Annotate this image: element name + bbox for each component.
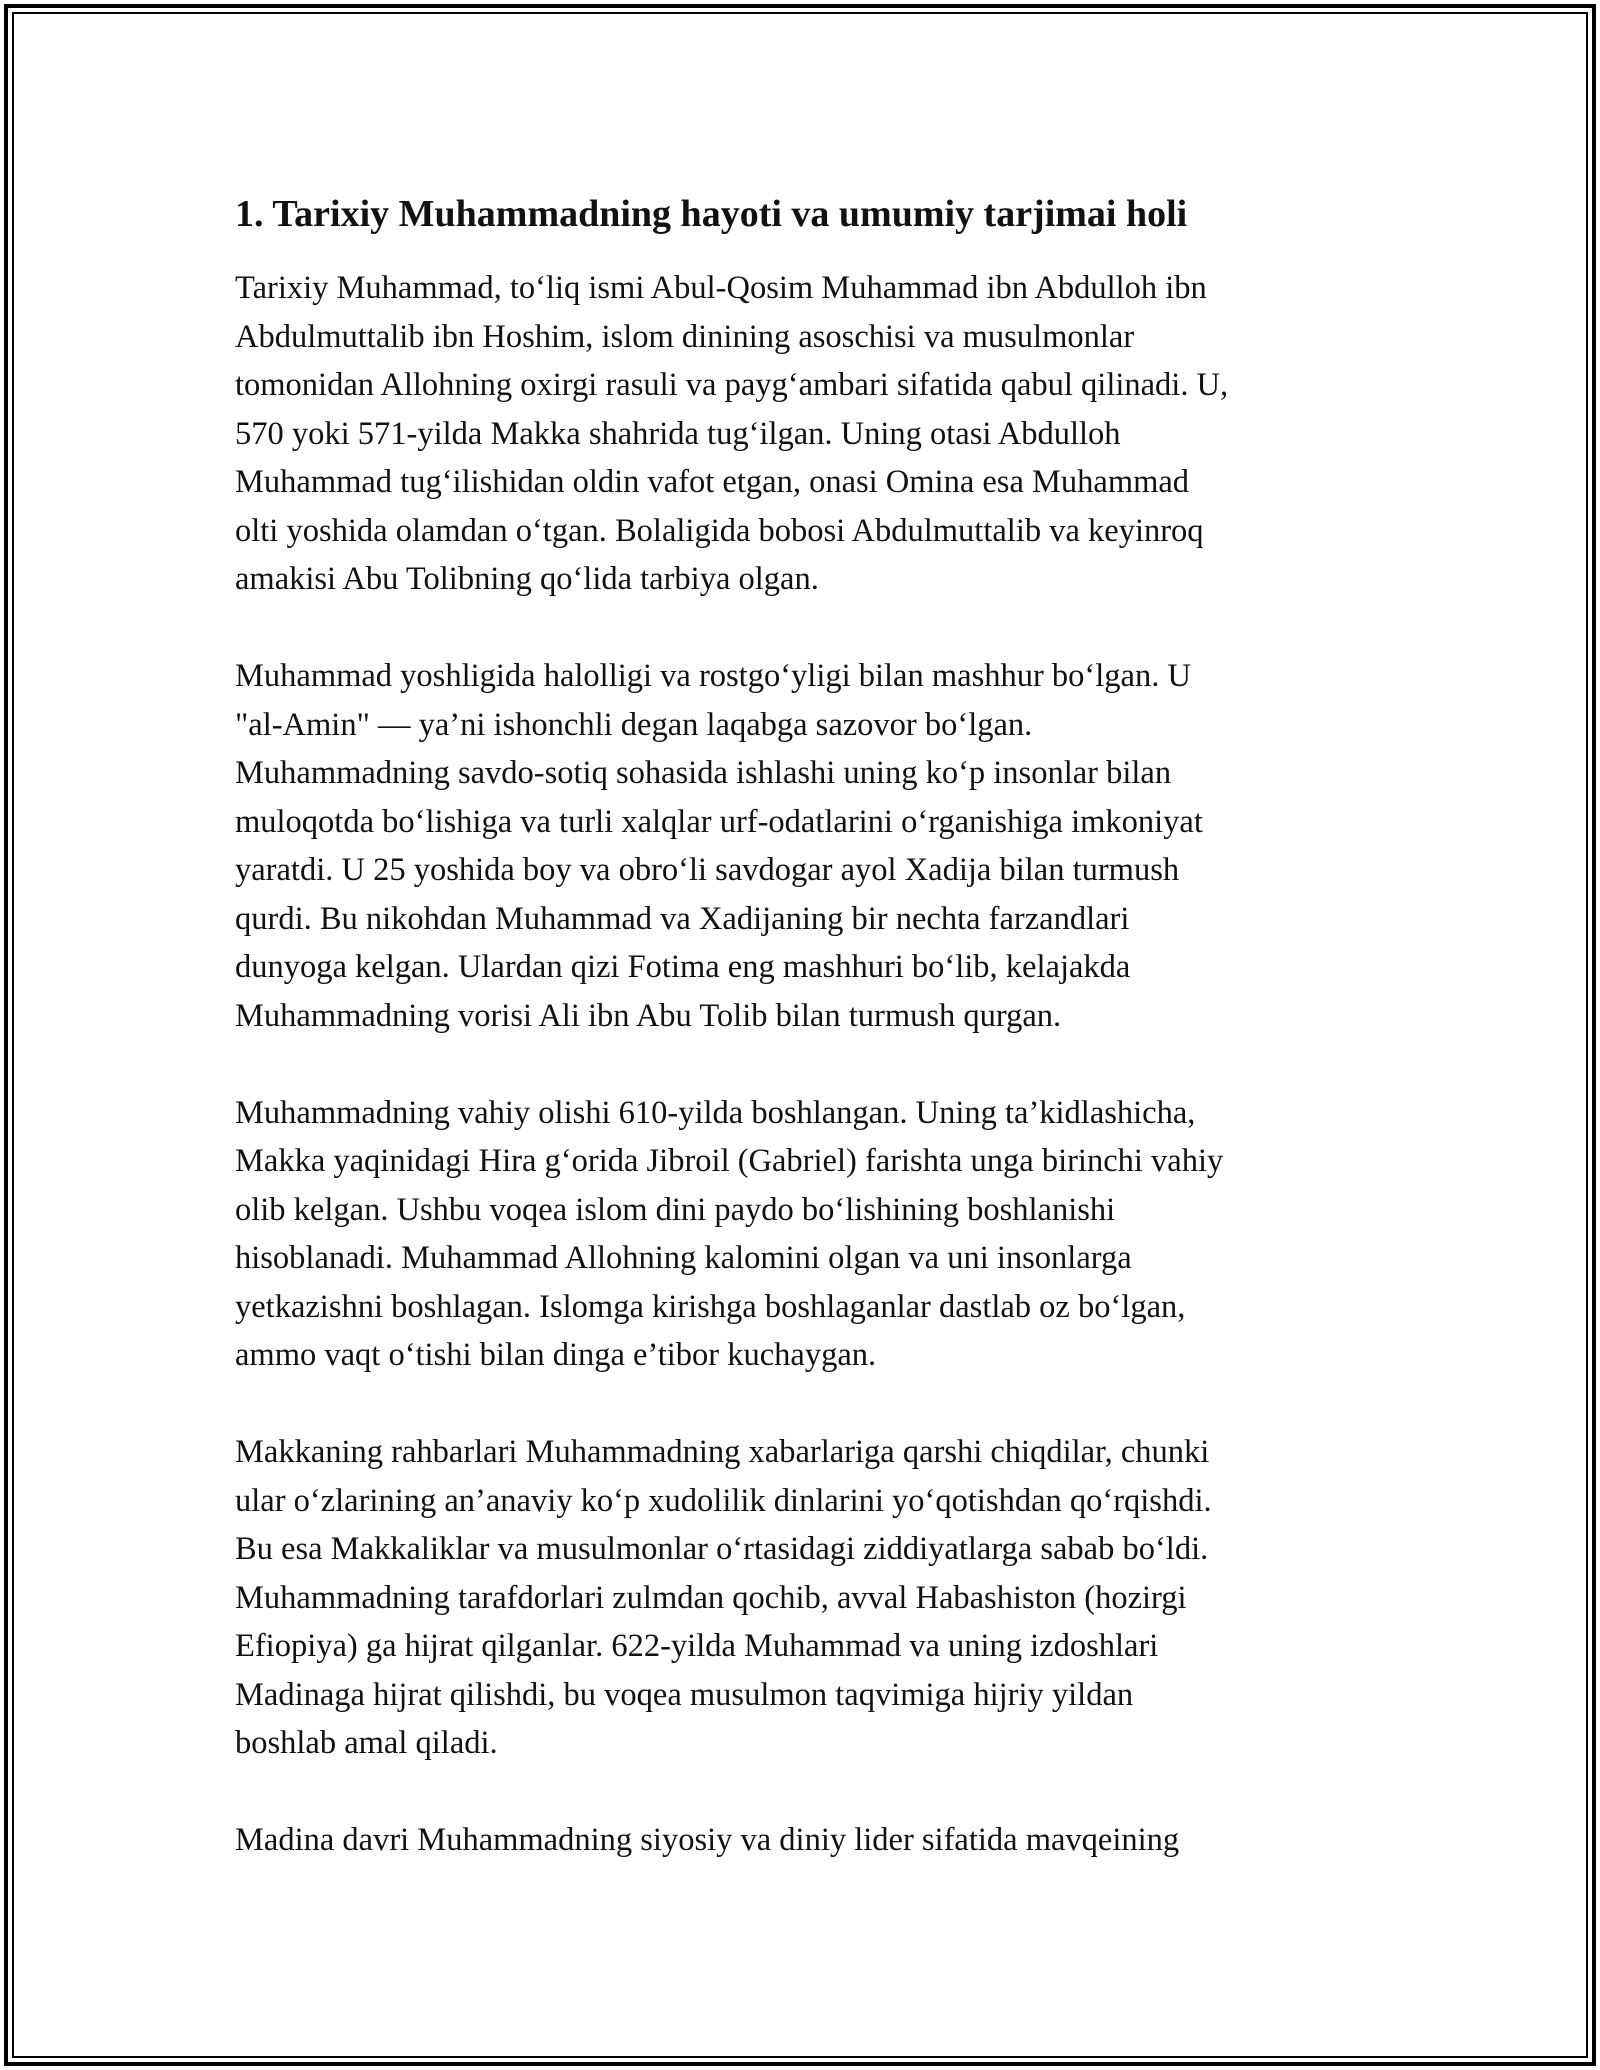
section-heading: 1. Tarixiy Muhammadning hayoti va umumiy tarjimai holi	[235, 193, 1188, 235]
document-body	[235, 186, 1365, 1913]
paragraph-1: Tarixiy Muhammad, to‘liq ismi Abul-Qosim Muhammad ibn Abdulloh ibn Abdulmuttalib ibn Hoshim, islom dinining asoschisi va musulmonlar tomonidan Allohning oxirgi rasuli va payg‘ambari sifatida qabul qilinadi. U, 570 yoki 571-yilda Makka shahrida tug‘ilgan. Uning otasi Abdulloh Muhammad tug‘ilishidan oldin vafot etgan, onasi Omina esa Muhammad olti yoshida olamdan o‘tgan. Bolaligida bobosi Abdulmuttalib va keyinroq amakisi Abu Tolibning qo‘lida tarbiya olgan.	[235, 270, 1229, 597]
paragraph-3: Muhammadning vahiy olishi 610-yilda boshlangan. Uning ta’kidlashicha, Makka yaqinidagi Hira g‘orida Jibroil (Gabriel) farishta unga birinchi vahiy olib kelgan. Ushbu voqea islom dini paydo bo‘lishining boshlanishi hisoblanadi. Muhammad Allohning kalomini olgan va uni insonlarga yetkazishni boshlagan. Islomga kirishga boshlaganlar dastlab oz bo‘lgan, ammo vaqt o‘tishi bilan dinga e’tibor kuchaygan.	[235, 1094, 1224, 1373]
paragraph-5: Madina davri Muhammadning siyosiy va diniy lider sifatida mavqeining	[235, 1822, 1180, 1858]
paragraph-2: Muhammad yoshligida halolligi va rostgo‘yligi bilan mashhur bo‘lgan. U "al-Amin" — ya’ni ishonchli degan laqabga sazovor bo‘lgan. Muhammadning savdo-sotiq sohasida ishlashi uning ko‘p insonlar bilan muloqotda bo‘lishiga va turli xalqlar urf-odatlarini o‘rganishiga imkoniyat yaratdi. U 25 yoshida boy va obro‘li savdogar ayol Xadija bilan turmush qurdi. Bu nikohdan Muhammad va Xadijaning bir nechta farzandlari dunyoga kelgan. Ulardan qizi Fotima eng mashhuri bo‘lib, kelajakda Muhammadning vorisi Ali ibn Abu Tolib bilan turmush qurgan.	[235, 658, 1203, 1034]
paragraph-4: Makkaning rahbarlari Muhammadning xabarlariga qarshi chiqdilar, chunki ular o‘zlarining an’anaviy ko‘p xudolilik dinlarini yo‘qotishdan qo‘rqishdi. Bu esa Makkaliklar va musulmonlar o‘rtasidagi ziddiyatlarga sabab bo‘ldi. Muhammadning tarafdorlari zulmdan qochib, avval Habashiston (hozirgi Efiopiya) ga hijrat qilganlar. 622-yilda Muhammad va uning izdoshlari Madinaga hijrat qilishdi, bu voqea musulmon taqvimiga hijriy yildan boshlab amal qiladi.	[235, 1434, 1212, 1761]
